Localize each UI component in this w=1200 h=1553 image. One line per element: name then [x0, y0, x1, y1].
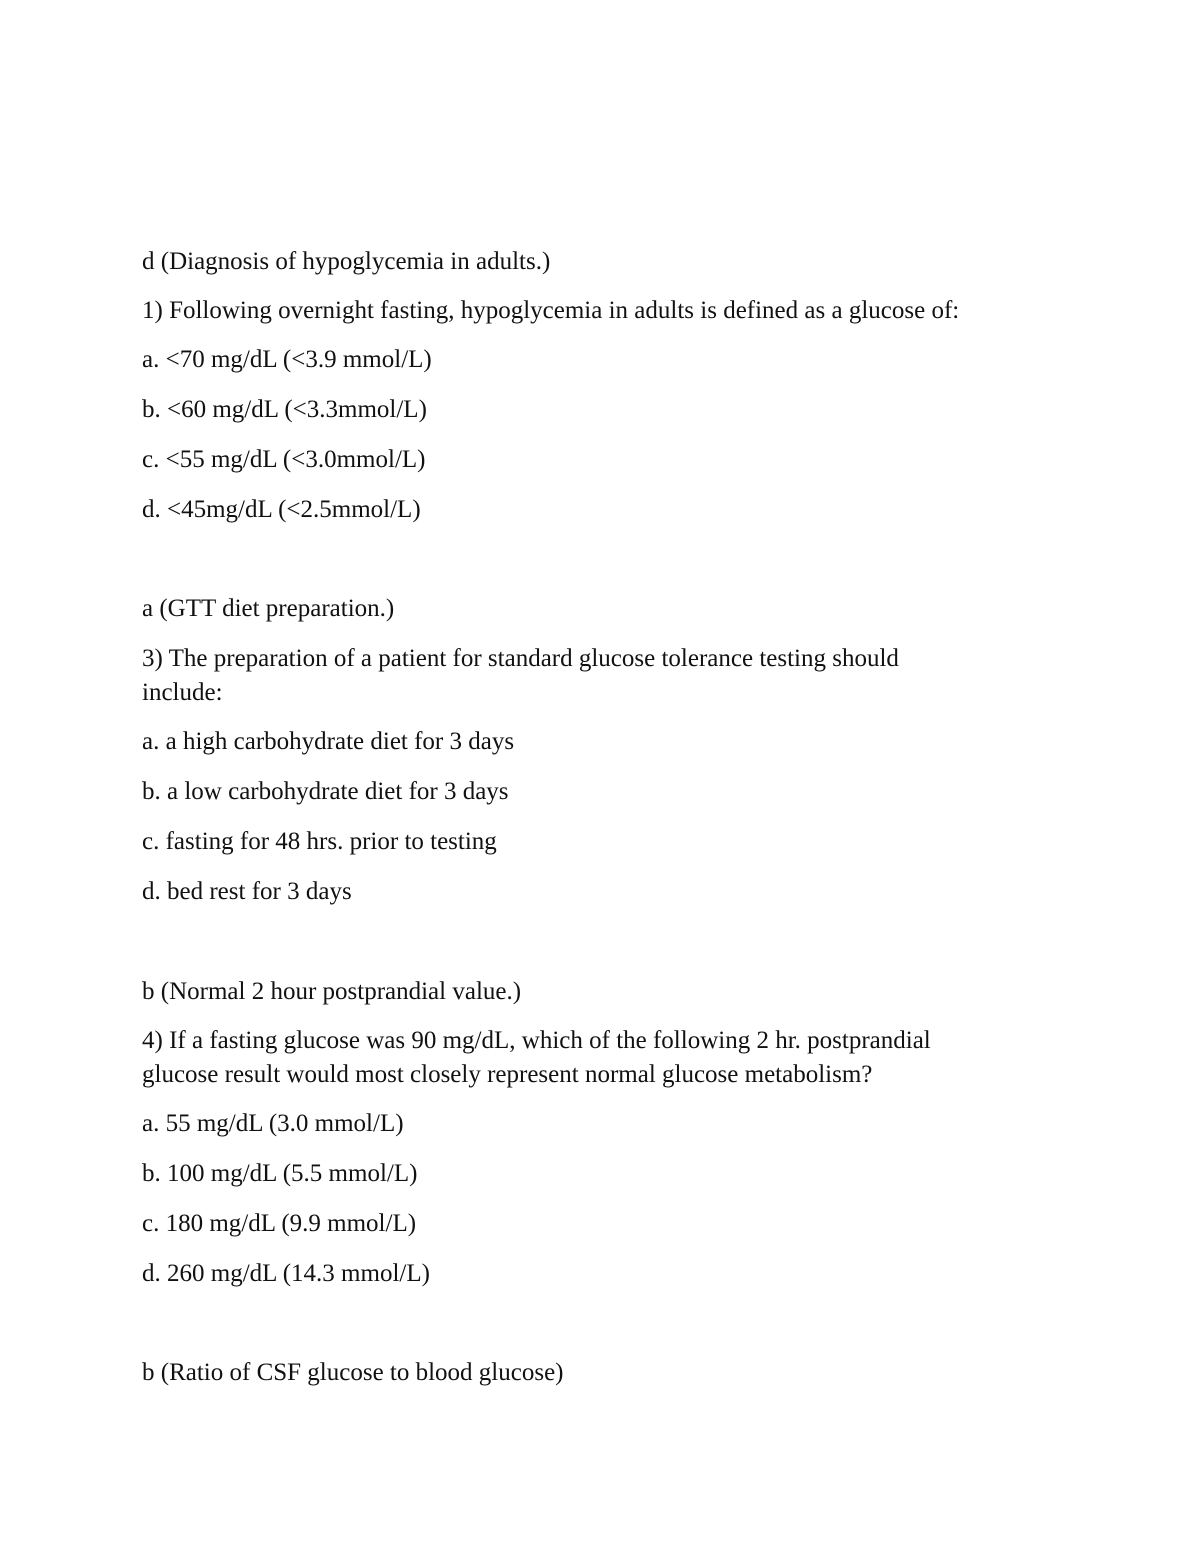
question-text-line-1: 3) The preparation of a patient for standard glucose tolerance testing should [142, 645, 899, 672]
option-b: b. a low carbohydrate diet for 3 days [142, 778, 509, 805]
option-d: d. <45mg/dL (<2.5mmol/L) [142, 496, 421, 523]
option-c: c. fasting for 48 hrs. prior to testing [142, 828, 497, 855]
option-c: c. <55 mg/dL (<3.0mmol/L) [142, 446, 426, 473]
option-d: d. bed rest for 3 days [142, 878, 352, 905]
question-text-line-1: 4) If a fasting glucose was 90 mg/dL, which of the following 2 hr. postprandial [142, 1027, 931, 1054]
answer-header: b (Ratio of CSF glucose to blood glucose) [142, 1359, 564, 1386]
answer-header: d (Diagnosis of hypoglycemia in adults.) [142, 248, 551, 275]
question-text-line-2: glucose result would most closely represent normal glucose metabolism? [142, 1061, 873, 1088]
answer-header: b (Normal 2 hour postprandial value.) [142, 978, 522, 1005]
option-b: b. 100 mg/dL (5.5 mmol/L) [142, 1160, 418, 1187]
question-text-line-2: include: [142, 679, 223, 706]
option-a: a. 55 mg/dL (3.0 mmol/L) [142, 1110, 404, 1137]
question-text: 1) Following overnight fasting, hypoglycemia in adults is defined as a glucose of: [142, 297, 960, 324]
option-a: a. a high carbohydrate diet for 3 days [142, 728, 515, 755]
option-b: b. <60 mg/dL (<3.3mmol/L) [142, 396, 427, 423]
answer-header: a (GTT diet preparation.) [142, 595, 395, 622]
option-c: c. 180 mg/dL (9.9 mmol/L) [142, 1210, 417, 1237]
option-a: a. <70 mg/dL (<3.9 mmol/L) [142, 346, 432, 373]
option-d: d. 260 mg/dL (14.3 mmol/L) [142, 1260, 430, 1287]
